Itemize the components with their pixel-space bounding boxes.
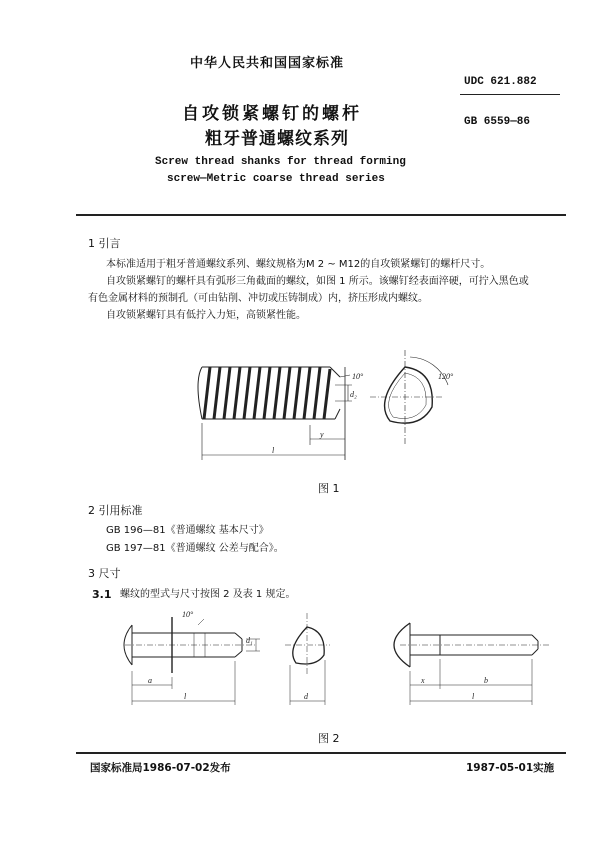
udc-underline <box>460 94 560 95</box>
section-1-paragraph-2a: 自攻锁紧螺钉的螺杆具有弧形三角截面的螺纹，如图 1 所示。该螺钉经表面淬硬，可拧入黑色或 <box>106 276 529 287</box>
english-title-line-2: screw—Metric coarse thread series <box>167 173 385 185</box>
fig2-d-label: d <box>304 692 308 701</box>
fig1-angle-section-label: 120° <box>438 372 454 381</box>
threaded-shank <box>198 367 352 460</box>
subsection-3-1-text: 螺纹的型式与尺寸按图 2 及表 1 规定。 <box>120 589 296 600</box>
trilobular-cross-section <box>370 350 448 445</box>
english-title-line-1: Screw thread shanks for thread forming <box>155 156 406 168</box>
title-line-2: 粗牙普通螺纹系列 <box>205 129 349 149</box>
fig1-d2-label: d₂ <box>350 390 357 399</box>
issued-date: 国家标准局1986-07-02发布 <box>90 762 231 774</box>
fig2-angle-label: 10° <box>182 610 194 619</box>
section-1-heading: 1 引言 <box>88 237 121 250</box>
national-standard-label: 中华人民共和国国家标准 <box>190 56 345 71</box>
fig2-a-label: a <box>148 676 152 685</box>
udc-number: UDC 621.882 <box>464 76 537 88</box>
fig2-x-label: x <box>421 676 425 685</box>
fig1-l-label: l <box>272 446 275 455</box>
figure-1-drawing <box>180 345 480 470</box>
fig2-d1-label: d₁ <box>246 636 253 645</box>
fig2-b-label: b <box>484 676 488 685</box>
section-1-paragraph-1: 本标准适用于粗牙普通螺纹系列、螺纹规格为M 2 ~ M12的自攻锁紧螺钉的螺杆尺寸。 <box>106 259 491 270</box>
figure-2-drawing <box>110 605 560 720</box>
header-divider <box>76 214 566 216</box>
fig2-l2-label: l <box>472 692 475 701</box>
reference-gb196: GB 196—81《普通螺纹 基本尺寸》 <box>106 525 269 536</box>
figure-1-caption: 图 1 <box>318 482 340 495</box>
section-3-heading: 3 尺寸 <box>88 567 121 580</box>
fig1-angle-thread-label: 10° <box>352 372 364 381</box>
subsection-3-1-number: 3.1 <box>92 588 112 601</box>
effective-date: 1987-05-01实施 <box>466 762 555 774</box>
gb-standard-number: GB 6559—86 <box>464 116 531 128</box>
title-line-1: 自攻锁紧螺钉的螺杆 <box>182 104 362 124</box>
reference-gb197: GB 197—81《普通螺纹 公差与配合》。 <box>106 543 284 554</box>
section-1-paragraph-3: 自攻锁紧螺钉具有低拧入力矩，高锁紧性能。 <box>106 310 306 321</box>
section-1-paragraph-2b: 有色金属材料的预制孔（可由钻削、冲切或压铸制成）内，挤压形成内螺纹。 <box>88 293 428 304</box>
figure-2-caption: 图 2 <box>318 732 340 745</box>
fig1-y-label: y <box>320 430 324 439</box>
fig2-l-label: l <box>184 692 187 701</box>
section-2-heading: 2 引用标准 <box>88 504 143 517</box>
footer-divider <box>76 752 566 754</box>
